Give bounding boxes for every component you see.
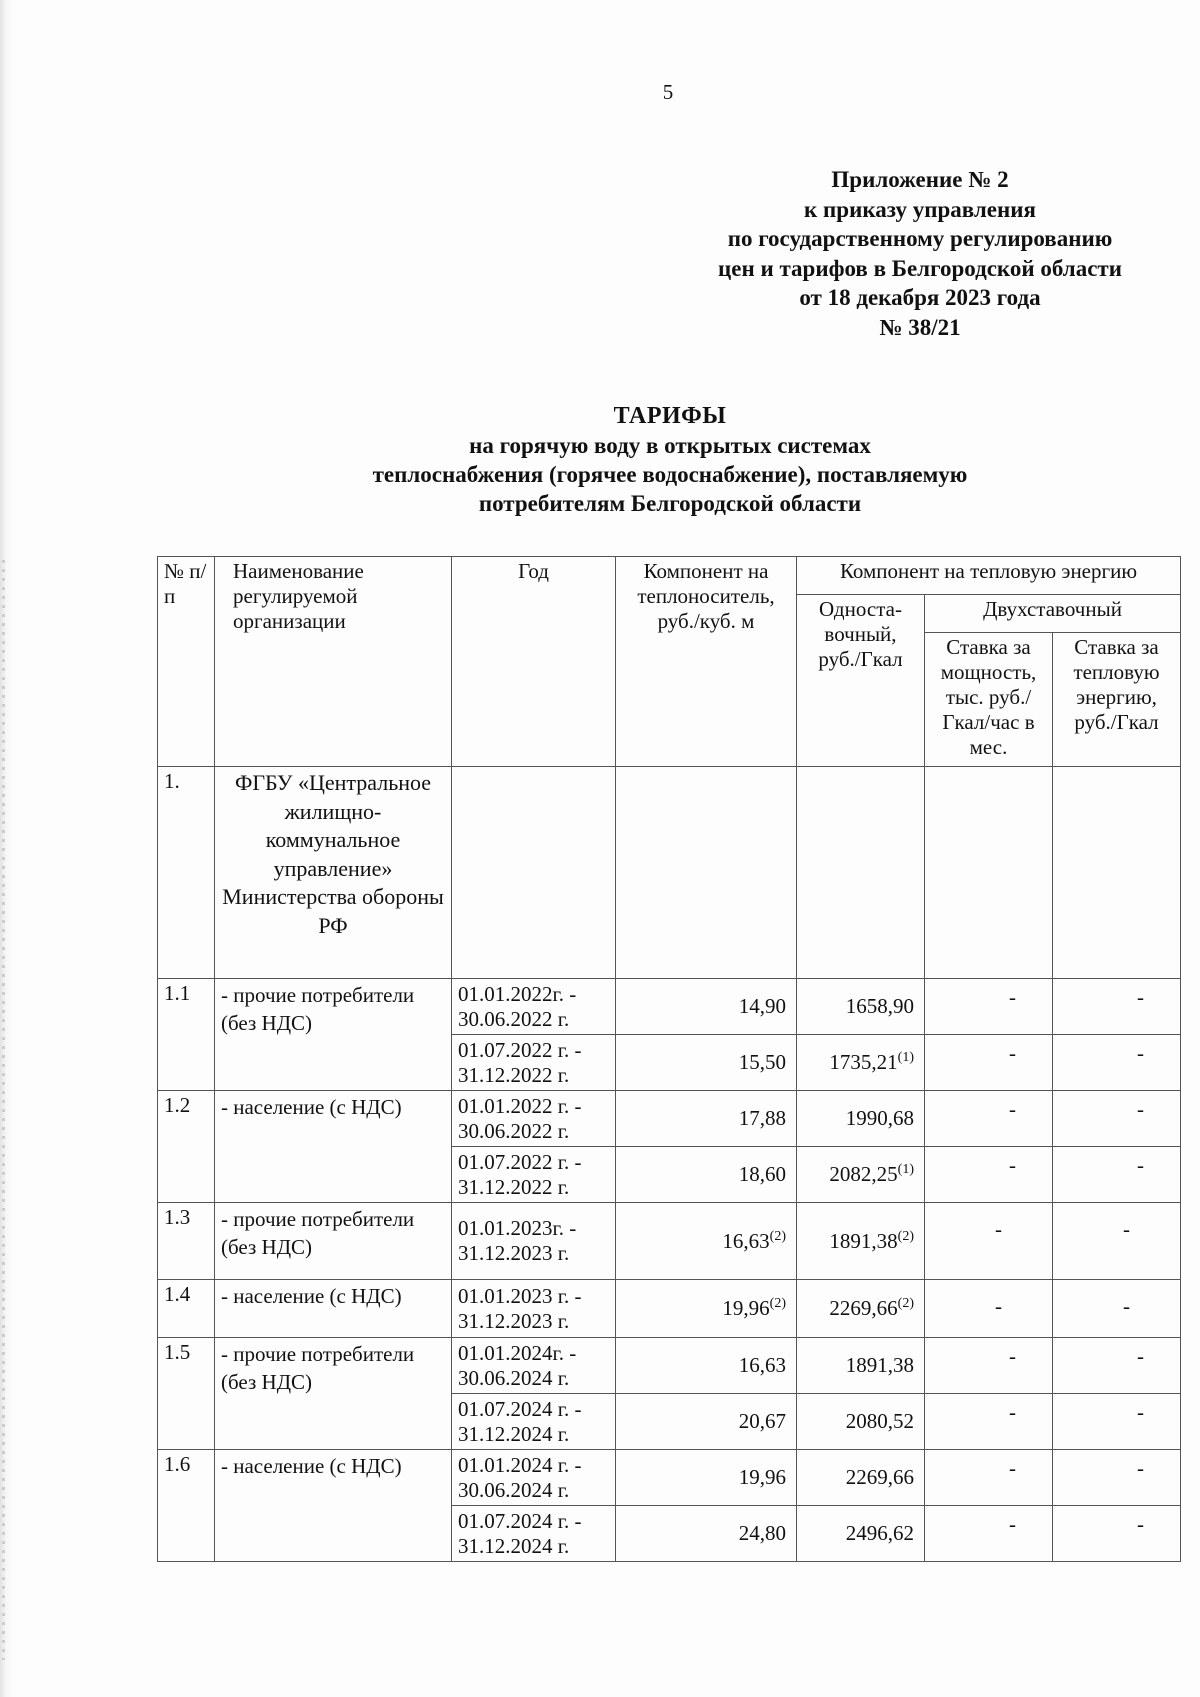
- capacity-rate-cell: [925, 1394, 1053, 1450]
- single-rate-value-cell: [797, 1338, 925, 1394]
- carrier-value-cell: [616, 1091, 797, 1147]
- carrier-value: 16,63: [738, 1353, 786, 1377]
- energy-rate-cell: [1053, 979, 1181, 1035]
- single-rate-value: 2080,52: [845, 1409, 914, 1433]
- period-cell: [452, 1338, 616, 1394]
- single-rate-value: 1891,38: [845, 1353, 914, 1377]
- single-rate-value: 2082,25: [829, 1162, 898, 1186]
- period-cell: [452, 1394, 616, 1450]
- single-rate-value-cell: [797, 1280, 925, 1338]
- consumer-category: - население (с НДС): [215, 1280, 452, 1338]
- footnote-ref: (2): [769, 1228, 786, 1244]
- single-rate-value-cell: [797, 1394, 925, 1450]
- energy-rate-value: -: [1137, 1512, 1144, 1536]
- period-start: 01.07.2024 г. -: [458, 1508, 582, 1533]
- period-cell: [452, 1091, 616, 1147]
- header-single-rate: Односта-вочный, руб./Гкал: [797, 595, 925, 767]
- period-end: 31.12.2023 г.: [458, 1308, 570, 1333]
- header-org: Наименование регулируемой организации: [215, 557, 452, 767]
- capacity-rate-cell: [925, 979, 1053, 1035]
- carrier-value-cell: [616, 1035, 797, 1091]
- carrier-value: 17,88: [738, 1106, 786, 1130]
- org-row-num: 1.: [158, 767, 215, 979]
- consumer-category: - прочие потребители (без НДС): [215, 979, 452, 1091]
- table-row: [158, 979, 1181, 1035]
- header-heat-component: Компонент на тепловую энергию: [797, 557, 1181, 595]
- table-row: [158, 1203, 1181, 1280]
- carrier-value: 19,96: [738, 1465, 786, 1489]
- period-cell: [452, 1506, 616, 1562]
- carrier-value: 19,96: [722, 1296, 770, 1320]
- row-number: 1.3: [158, 1203, 215, 1280]
- row-number: 1.2: [158, 1091, 215, 1203]
- period-start: 01.07.2024 г. -: [458, 1396, 582, 1421]
- period-start: 01.01.2024 г. -: [458, 1452, 582, 1477]
- energy-rate-value: -: [1137, 985, 1144, 1009]
- single-rate-value: 1658,90: [845, 994, 914, 1018]
- capacity-rate-cell: [925, 1091, 1053, 1147]
- footnote-ref: (2): [897, 1228, 914, 1244]
- row-number: 1.4: [158, 1280, 215, 1338]
- carrier-value-cell: [616, 1450, 797, 1506]
- carrier-value: 15,50: [738, 1050, 786, 1074]
- carrier-value: 18,60: [738, 1162, 786, 1186]
- carrier-value: 20,67: [738, 1409, 786, 1433]
- empty-cell: [797, 767, 925, 979]
- capacity-rate-value: -: [995, 1294, 1002, 1318]
- energy-rate-value: -: [1137, 1097, 1144, 1121]
- header-num: № п/п: [158, 557, 215, 767]
- carrier-value-cell: [616, 1338, 797, 1394]
- carrier-value-cell: [616, 1203, 797, 1280]
- capacity-rate-cell: [925, 1035, 1053, 1091]
- period-end: 30.06.2024 г.: [458, 1477, 570, 1502]
- carrier-value-cell: [616, 1280, 797, 1338]
- period-cell: [452, 1035, 616, 1091]
- carrier-value-cell: [616, 1394, 797, 1450]
- single-rate-value-cell: [797, 1450, 925, 1506]
- empty-cell: [452, 767, 616, 979]
- single-rate-value: 2269,66: [829, 1296, 898, 1320]
- page-number: 5: [662, 80, 674, 104]
- document-title: ТАРИФЫ: [613, 403, 727, 429]
- period-start: 01.01.2022г. -: [458, 981, 577, 1006]
- single-rate-value-cell: [797, 1147, 925, 1203]
- header-year: Год: [452, 557, 616, 767]
- period-start: 01.01.2023г. -: [458, 1216, 577, 1240]
- period-end: 30.06.2022 г.: [458, 1118, 570, 1143]
- single-rate-value-cell: [797, 1203, 925, 1280]
- capacity-rate-cell: [925, 1506, 1053, 1562]
- capacity-rate-cell: [925, 1147, 1053, 1203]
- single-rate-value-cell: [797, 1506, 925, 1562]
- document-subtitle-line: на горячую воду в открытых системах: [469, 433, 871, 458]
- energy-rate-cell: [1053, 1203, 1181, 1280]
- period-start: 01.07.2022 г. -: [458, 1149, 582, 1174]
- capacity-rate-value: -: [1009, 1400, 1016, 1424]
- capacity-rate-cell: [925, 1338, 1053, 1394]
- single-rate-value: 2269,66: [845, 1465, 914, 1489]
- document-title-block: [250, 402, 1090, 518]
- single-rate-value: 1990,68: [845, 1106, 914, 1130]
- capacity-rate-cell: [925, 1450, 1053, 1506]
- footnote-ref: (2): [769, 1296, 786, 1311]
- period-cell: [452, 1203, 616, 1280]
- period-end: 30.06.2022 г.: [458, 1006, 570, 1031]
- empty-cell: [616, 767, 797, 979]
- capacity-rate-value: -: [1009, 1344, 1016, 1368]
- carrier-value: 24,80: [738, 1521, 786, 1545]
- period-end: 31.12.2024 г.: [458, 1421, 570, 1446]
- energy-rate-value: -: [1123, 1294, 1130, 1318]
- capacity-rate-value: -: [1009, 1097, 1016, 1121]
- period-cell: [452, 1450, 616, 1506]
- table-row: [158, 1280, 1181, 1338]
- consumer-category: - население (с НДС): [215, 1091, 452, 1203]
- energy-rate-value: -: [1137, 1041, 1144, 1065]
- capacity-rate-value: -: [1009, 1456, 1016, 1480]
- energy-rate-value: -: [1123, 1217, 1130, 1241]
- header-row: [158, 557, 1181, 595]
- document-subtitle-line: потребителям Белгородской области: [478, 491, 862, 516]
- energy-rate-cell: [1053, 1338, 1181, 1394]
- header-capacity-rate: Ставка за мощность, тыс. руб./ Гкал/час в мес.: [925, 633, 1053, 767]
- footnote-ref: (1): [897, 1162, 914, 1177]
- period-cell: [452, 1147, 616, 1203]
- carrier-value: 14,90: [738, 994, 786, 1018]
- period-start: 01.01.2024г. -: [458, 1340, 577, 1365]
- single-rate-value-cell: [797, 1091, 925, 1147]
- consumer-category: - прочие потребители (без НДС): [215, 1203, 452, 1280]
- appendix-line: цен и тарифов в Белгородской области: [718, 255, 1122, 281]
- empty-cell: [925, 767, 1053, 979]
- table-row: [158, 1091, 1181, 1147]
- appendix-line: по государственному регулированию: [727, 226, 1113, 251]
- period-end: 31.12.2024 г.: [458, 1533, 570, 1558]
- footnote-ref: (1): [897, 1050, 914, 1065]
- capacity-rate-value: -: [1009, 1512, 1016, 1536]
- energy-rate-cell: [1053, 1280, 1181, 1338]
- energy-rate-value: -: [1137, 1456, 1144, 1480]
- scan-edge-shadow: [0, 0, 14, 1697]
- empty-cell: [1053, 767, 1181, 979]
- capacity-rate-cell: [925, 1203, 1053, 1280]
- appendix-line: № 38/21: [879, 314, 961, 340]
- period-end: 31.12.2022 г.: [458, 1062, 570, 1087]
- carrier-value-cell: [616, 1506, 797, 1562]
- energy-rate-cell: [1053, 1450, 1181, 1506]
- row-number: 1.1: [158, 979, 215, 1091]
- capacity-rate-value: -: [1009, 1153, 1016, 1177]
- period-start: 01.01.2023 г. -: [458, 1283, 582, 1308]
- single-rate-value: 2496,62: [845, 1521, 914, 1545]
- header-carrier: Компонент на теплоноситель, руб./куб. м: [616, 557, 797, 767]
- capacity-rate-value: -: [995, 1217, 1002, 1241]
- document-subtitle-line: теплоснабжения (горячее водоснабжение), поставляемую: [372, 462, 968, 487]
- footnote-ref: (2): [897, 1296, 914, 1311]
- appendix-line: к приказу управления: [804, 196, 1036, 222]
- header-two-rate: Двухставочный: [925, 595, 1181, 633]
- energy-rate-cell: [1053, 1091, 1181, 1147]
- consumer-category: - население (с НДС): [215, 1450, 452, 1562]
- org-name: ФГБУ «Центральное жилищно-коммунальное управление» Министерства обороны РФ: [215, 767, 452, 979]
- single-rate-value: 1891,38: [829, 1228, 898, 1253]
- capacity-rate-value: -: [1009, 985, 1016, 1009]
- energy-rate-cell: [1053, 1506, 1181, 1562]
- row-number: 1.6: [158, 1450, 215, 1562]
- period-start: 01.01.2022 г. -: [458, 1093, 582, 1118]
- table-row: [158, 1338, 1181, 1394]
- period-start: 01.07.2022 г. -: [458, 1037, 582, 1062]
- period-cell: [452, 979, 616, 1035]
- period-end: 31.12.2023 г.: [458, 1241, 570, 1265]
- single-rate-value-cell: [797, 979, 925, 1035]
- single-rate-value: 1735,21: [829, 1050, 898, 1074]
- energy-rate-value: -: [1137, 1344, 1144, 1368]
- period-cell: [452, 1280, 616, 1338]
- consumer-category: - прочие потребители (без НДС): [215, 1338, 452, 1450]
- energy-rate-cell: [1053, 1035, 1181, 1091]
- capacity-rate-cell: [925, 1280, 1053, 1338]
- single-rate-value-cell: [797, 1035, 925, 1091]
- appendix-line: от 18 декабря 2023 года: [799, 285, 1041, 310]
- period-end: 31.12.2022 г.: [458, 1174, 570, 1199]
- energy-rate-cell: [1053, 1394, 1181, 1450]
- appendix-block: [640, 165, 1200, 342]
- energy-rate-value: -: [1137, 1153, 1144, 1177]
- appendix-line: Приложение № 2: [831, 167, 1009, 192]
- carrier-value-cell: [616, 979, 797, 1035]
- tariffs-table: [157, 556, 1181, 1562]
- capacity-rate-value: -: [1009, 1041, 1016, 1065]
- table-row: [158, 1450, 1181, 1506]
- carrier-value: 16,63: [722, 1228, 770, 1253]
- period-end: 30.06.2024 г.: [458, 1365, 570, 1390]
- energy-rate-value: -: [1137, 1400, 1144, 1424]
- carrier-value-cell: [616, 1147, 797, 1203]
- header-energy-rate: Ставка за тепловую энергию, руб./Гкал: [1053, 633, 1181, 767]
- row-number: 1.5: [158, 1338, 215, 1450]
- energy-rate-cell: [1053, 1147, 1181, 1203]
- org-row: [158, 767, 1181, 979]
